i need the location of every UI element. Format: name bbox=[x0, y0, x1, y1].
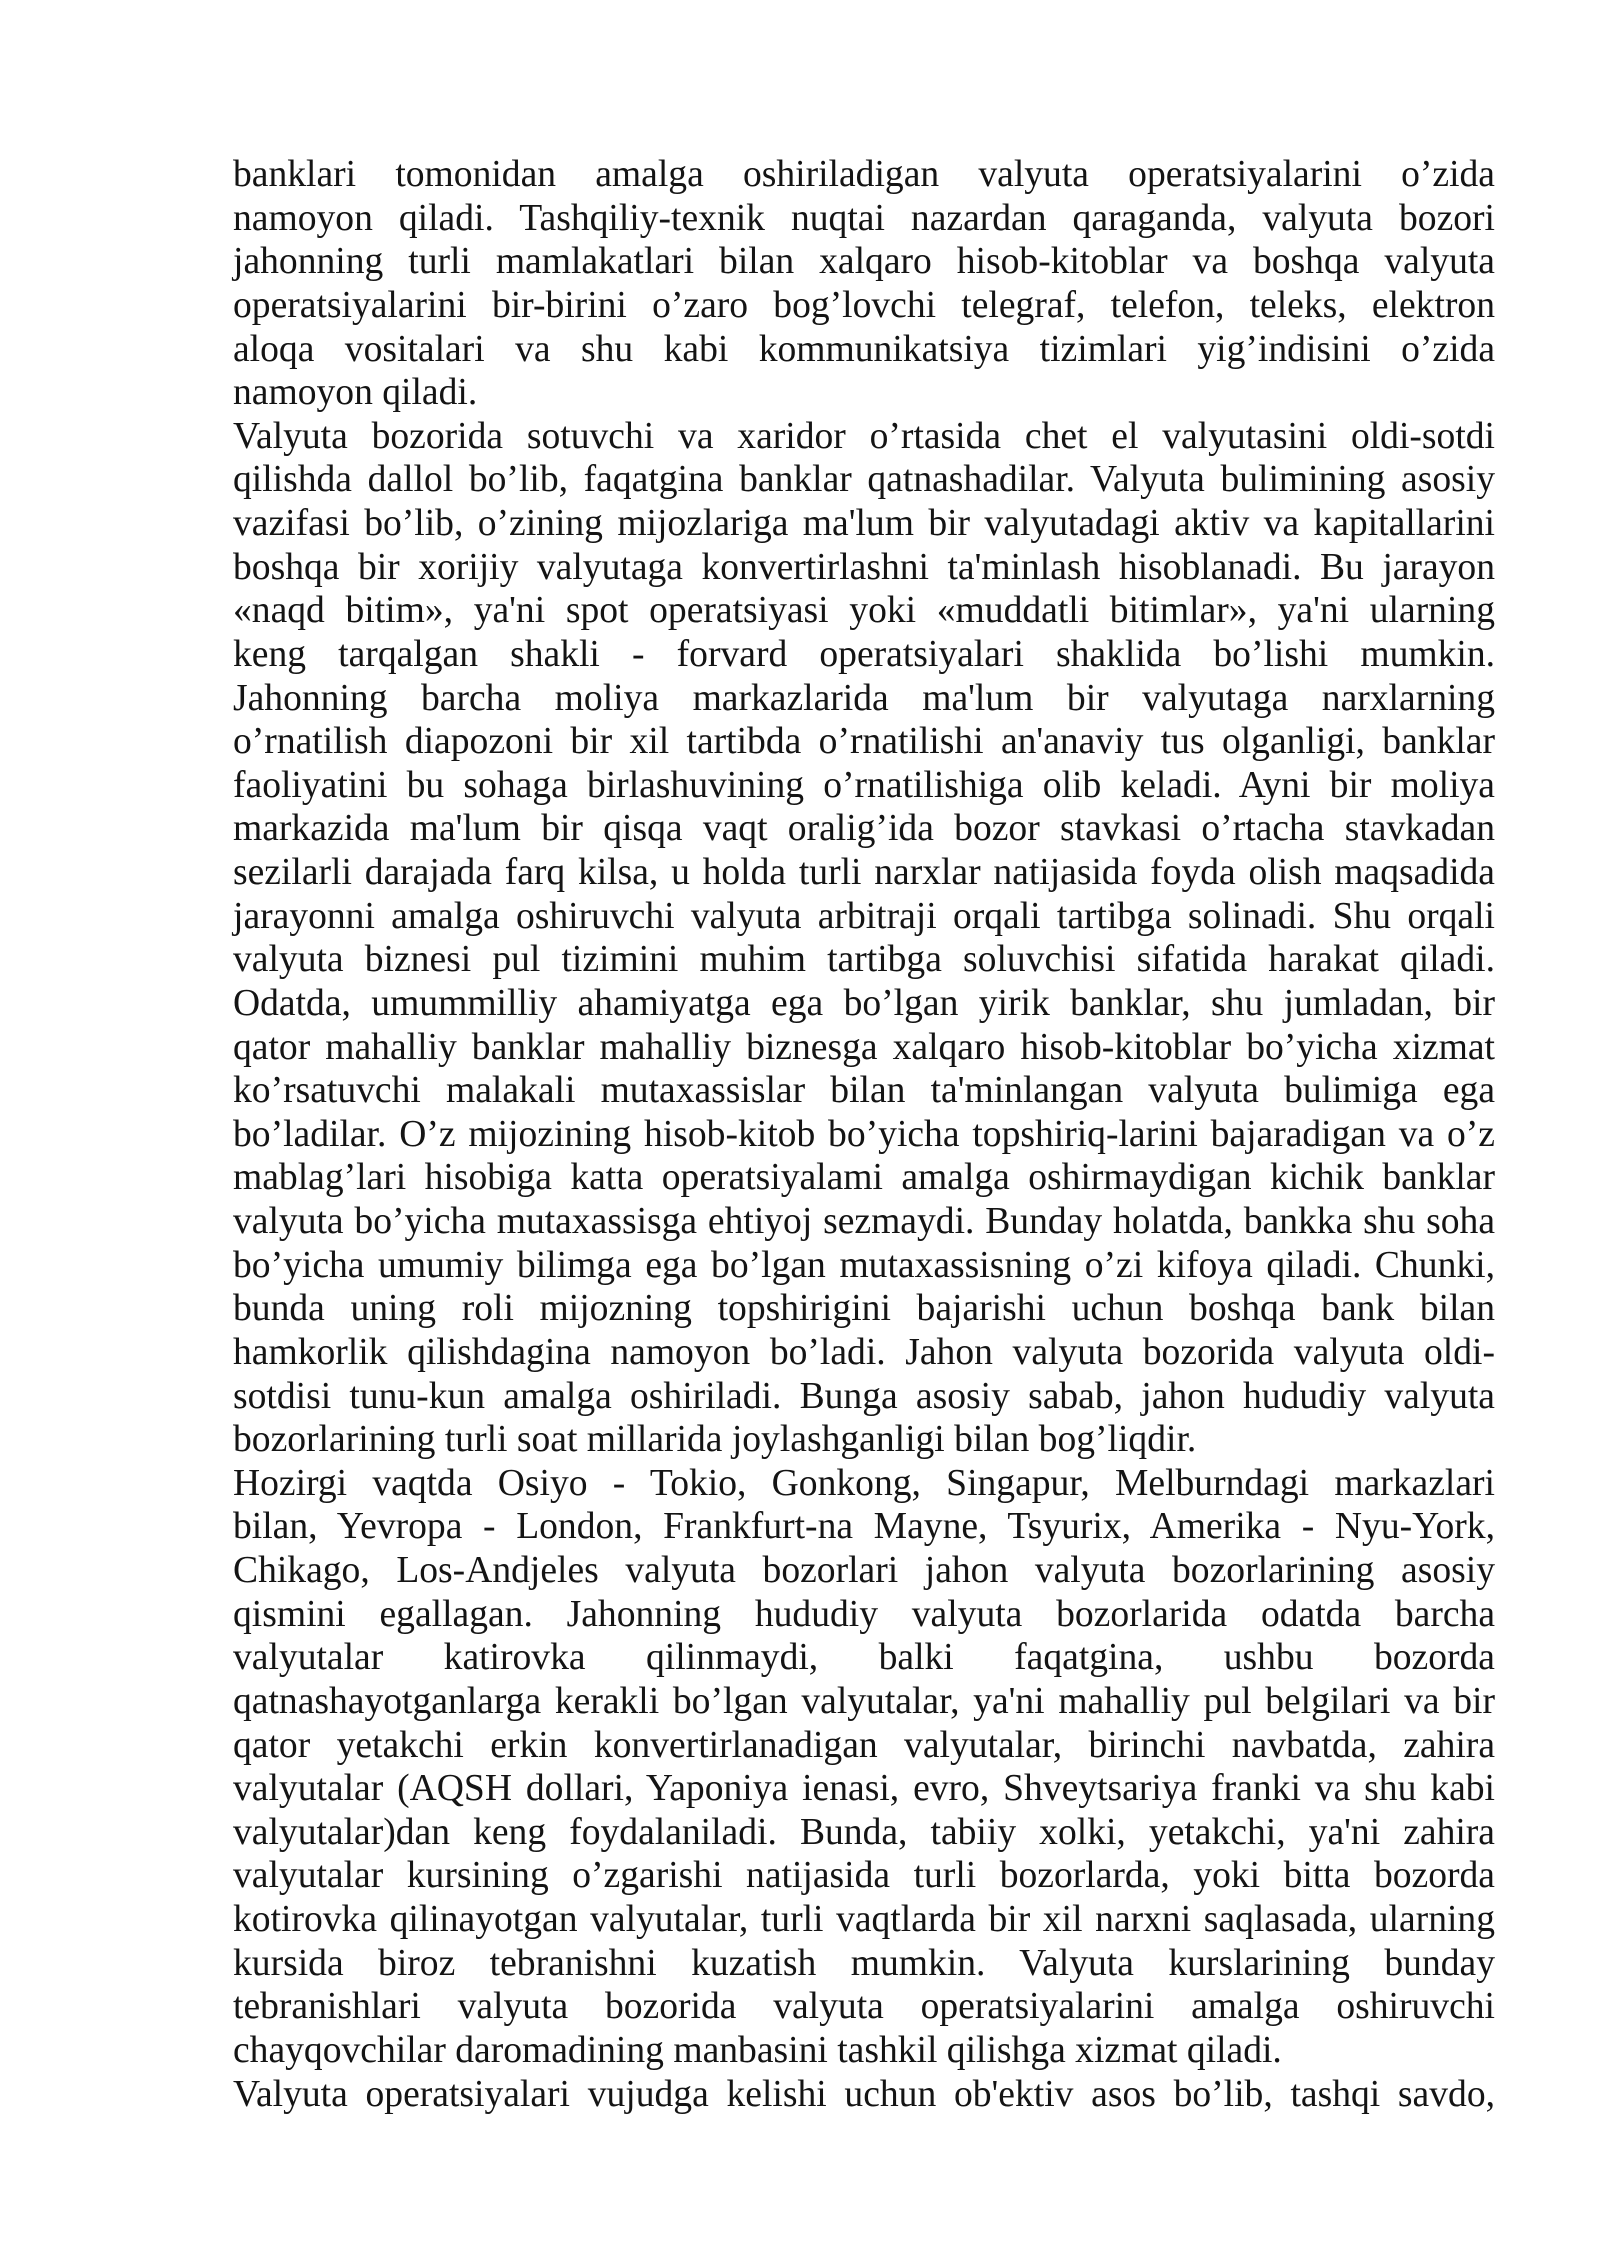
text-line: valyutalar)dan keng foydalaniladi. Bunda, tabiiy xolki, yetakchi, ya'ni zahira bbox=[233, 1811, 1495, 1853]
text-line: qator yetakchi erkin konvertirlanadigan valyutalar, birinchi navbatda, zahira bbox=[233, 1724, 1495, 1766]
text-line: o’rnatilish diapozoni bir xil tartibda o’rnatilishi an'anaviy tus olganligi, banklar bbox=[233, 721, 1495, 763]
text-line: bozorlarining turli soat millarida joylashganligi bilan bog’liqdir. bbox=[233, 1419, 1197, 1461]
paragraph bbox=[233, 153, 1495, 415]
text-line: markazida ma'lum bir qisqa vaqt oralig’ida bozor stavkasi o’rtacha stavkadan bbox=[233, 808, 1495, 850]
text-line: ko’rsatuvchi malakali mutaxassislar bilan ta'minlangan valyuta bulimiga ega bbox=[233, 1070, 1495, 1112]
text-line: bo’yicha umumiy bilimga ega bo’lgan mutaxassisning o’zi kifoya qiladi. Chunki, bbox=[233, 1244, 1495, 1286]
text-line: Valyuta bozorida sotuvchi va xaridor o’rtasida chet el valyutasini oldi-sotdi bbox=[233, 415, 1495, 457]
text-line: valyutalar katirovka qilinmaydi, balki faqatgina, ushbu bozorda bbox=[233, 1637, 1495, 1679]
text-line: banklari tomonidan amalga oshiriladigan valyuta operatsiyalarini o’zida bbox=[233, 154, 1495, 195]
text-line: qatnashayotganlarga kerakli bo’lgan valyutalar, ya'ni mahalliy pul belgilari va bir bbox=[233, 1680, 1495, 1722]
text-line: namoyon qiladi. Tashqiliy-texnik nuqtai nazardan qaraganda, valyuta bozori bbox=[233, 197, 1495, 239]
text-line: keng tarqalgan shakli - forvard operatsiyalari shaklida bo’lishi mumkin. bbox=[233, 633, 1495, 675]
text-line: Chikago, Los-Andjeles valyuta bozorlari jahon valyuta bozorlarining asosiy bbox=[233, 1550, 1495, 1591]
text-line: boshqa bir xorijiy valyutaga konvertirlashni ta'minlash hisoblanadi. Bu jarayon bbox=[233, 546, 1495, 588]
text-line: bunda uning roli mijozning topshirigini bajarishi uchun boshqa bank bilan bbox=[233, 1288, 1495, 1330]
text-line: valyuta biznesi pul tizimini muhim tartibga soluvchisi sifatida harakat qiladi. bbox=[233, 939, 1495, 981]
paragraph bbox=[233, 415, 1495, 1462]
text-line: «naqd bitim», ya'ni spot operatsiyasi yoki «muddatli bitimlar», ya'ni ularning bbox=[233, 590, 1495, 632]
text-line: Hozirgi vaqtda Osiyo - Tokio, Gonkong, Singapur, Melburndagi markazlari bbox=[233, 1462, 1495, 1504]
text-line: vazifasi bo’lib, o’zining mijozlariga ma'lum bir valyutadagi aktiv va kapitallarini bbox=[233, 503, 1495, 544]
text-line: tebranishlari valyuta bozorida valyuta operatsiyalarini amalga oshiruvchi bbox=[233, 1986, 1495, 2028]
text-line: Odatda, umummilliy ahamiyatga ega bo’lgan yirik banklar, shu jumladan, bir bbox=[233, 982, 1495, 1024]
text-line: sotdisi tunu-kun amalga oshiriladi. Bunga asosiy sabab, jahon hududiy valyuta bbox=[233, 1375, 1495, 1417]
text-line: Valyuta operatsiyalari vujudga kelishi uchun ob'ektiv asos bo’lib, tashqi savdo, bbox=[233, 2073, 1495, 2115]
text-line: qismini egallagan. Jahonning hududiy valyuta bozorlarida odatda barcha bbox=[233, 1593, 1495, 1635]
text-line: operatsiyalarini bir-birini o’zaro bog’lovchi telegraf, telefon, teleks, elektron bbox=[233, 284, 1495, 326]
text-line: sezilarli darajada farq kilsa, u holda turli narxlar natijasida foyda olish maqsadida bbox=[233, 852, 1495, 893]
paragraph bbox=[233, 2073, 1495, 2117]
text-line: aloqa vositalari va shu kabi kommunikatsiya tizimlari yig’indisini o’zida bbox=[233, 328, 1495, 370]
text-line: qilishda dallol bo’lib, faqatgina banklar qatnashadilar. Valyuta bulimining asosiy bbox=[233, 459, 1495, 501]
text-line: chayqovchilar daromadining manbasini tashkil qilishga xizmat qiladi. bbox=[233, 2029, 1282, 2071]
text-line: namoyon qiladi. bbox=[233, 372, 478, 414]
text-line: Jahonning barcha moliya markazlarida ma'lum bir valyutaga narxlarning bbox=[233, 677, 1495, 719]
text-line: kursida biroz tebranishni kuzatish mumkin. Valyuta kurslarining bunday bbox=[233, 1942, 1495, 1984]
text-line: jahonning turli mamlakatlari bilan xalqaro hisob-kitoblar va boshqa valyuta bbox=[233, 241, 1495, 283]
text-line: faoliyatini bu sohaga birlashuvining o’rnatilishiga olib keladi. Ayni bir moliya bbox=[233, 764, 1495, 806]
text-line: bilan, Yevropa - London, Frankfurt-na Mayne, Tsyurix, Amerika - Nyu-York, bbox=[233, 1506, 1495, 1548]
text-line: bo’ladilar. O’z mijozining hisob-kitob bo’yicha topshiriq-larini bajaradigan va o’z bbox=[233, 1113, 1495, 1155]
text-line: mablag’lari hisobiga katta operatsiyalami amalga oshirmaydigan kichik banklar bbox=[233, 1157, 1495, 1199]
text-line: kotirovka qilinayotgan valyutalar, turli vaqtlarda bir xil narxni saqlasada, ularning bbox=[233, 1899, 1495, 1940]
text-body bbox=[233, 153, 1495, 2116]
text-line: valyutalar (AQSH dollari, Yaponiya ienasi, evro, Shveytsariya franki va shu kabi bbox=[233, 1768, 1495, 1810]
text-line: valyutalar kursining o’zgarishi natijasida turli bozorlarda, yoki bitta bozorda bbox=[233, 1855, 1495, 1897]
text-line: hamkorlik qilishdagina namoyon bo’ladi. Jahon valyuta bozorida valyuta oldi- bbox=[233, 1331, 1495, 1373]
text-line: valyuta bo’yicha mutaxassisga ehtiyoj sezmaydi. Bunday holatda, bankka shu soha bbox=[233, 1201, 1495, 1242]
text-line: qator mahalliy banklar mahalliy biznesga xalqaro hisob-kitoblar bo’yicha xizmat bbox=[233, 1026, 1495, 1068]
paragraph bbox=[233, 1462, 1495, 2073]
text-line: jarayonni amalga oshiruvchi valyuta arbitraji orqali tartibga solinadi. Shu orqali bbox=[233, 895, 1495, 937]
